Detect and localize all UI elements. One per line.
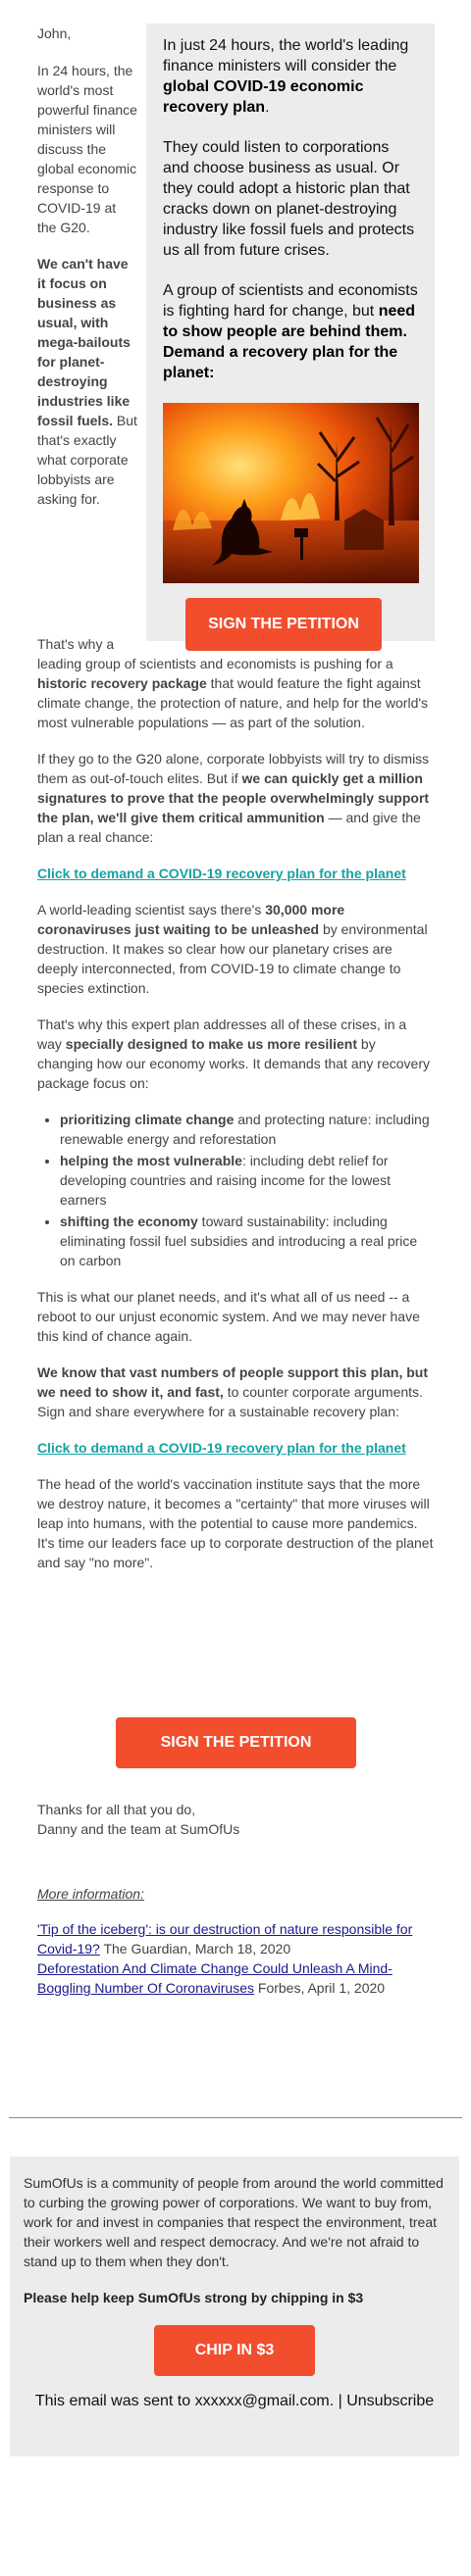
sign-petition-button-2[interactable]: SIGN THE PETITION <box>116 1717 356 1768</box>
petition-panel <box>146 24 435 641</box>
intro-column <box>37 61 137 525</box>
list-item: • shifting the economy toward sustainability: including eliminating fossil fuel subsidies and introducing a real price on carbon <box>60 1212 434 1270</box>
about-sumofus: SumOfUs is a community of people from around the world committed to curbing the growing power of corporations. We want to buy from, work for and invest in companies that respect the environment, treat their workers well and respect democracy. And we're not afraid to stand up to them when they don't. <box>24 2175 444 2269</box>
panel-paragraph-1: In just 24 hours, the world's leading finance ministers will consider the global COVID-19 economic recovery plan. <box>163 37 409 116</box>
more-info-title: More information: <box>37 1886 144 1902</box>
donation-appeal: Please help keep SumOfUs strong by chipping in $3 <box>24 2290 364 2305</box>
list-item: • helping the most vulnerable: including debt relief for developing countries and raising income for the lowest earners <box>60 1151 434 1210</box>
vaccination-paragraph: The head of the world's vaccination institute says that the more we destroy nature, it becomes a "certainty" that more viruses will leap into humans, with the potential to cause more pandemics. It's time our leaders face up to corporate destruction of the planet and say "no more". <box>37 1476 434 1570</box>
sent-to-line: This email was sent to xxxxxx@gmail.com. | Unsubscribe <box>34 2393 435 2409</box>
reference-link-guardian[interactable]: 'Tip of the iceberg': is our destruction of nature responsible for Covid-19? <box>37 1921 413 1957</box>
panel-paragraph-2: They could listen to corporations and choose business as usual. Or they could adopt a historic plan that cracks down on planet-destroying industry like fossil fuels and protects us all from future crises. <box>163 139 415 259</box>
greeting: John, <box>37 25 72 41</box>
warning-paragraph: We can't have it focus on business as usual, with mega-bailouts for planet-destroying industries like fossil fuels. But that's exactly what corporate lobbyists are asking for. <box>37 256 137 507</box>
continuation-start: That's why a <box>37 636 115 652</box>
unsubscribe-link[interactable]: Unsubscribe <box>346 2393 435 2409</box>
footer-panel <box>10 2156 459 2456</box>
coronavirus-paragraph: A world-leading scientist says there's 30,000 more coronaviruses just waiting to be unleashed by environmental destruction. It makes so clear how our planetary crises are deeply interconnected, from COVID-19 to climate change to species extinction. <box>37 902 428 996</box>
petition-link-1[interactable]: Click to demand a COVID-19 recovery plan for the planet <box>37 866 406 881</box>
reference-link-forbes[interactable]: Deforestation And Climate Change Could Unleash A Mind-Boggling Number Of Coronaviruses <box>37 1960 392 1996</box>
reference-1: 'Tip of the iceberg': is our destruction of nature responsible for Covid-19? The Guardian, March 18, 2020 <box>37 1921 413 1957</box>
panel-paragraph-3: A group of scientists and economists is fighting hard for change, but need to show people are behind them. Demand a recovery plan for the planet: <box>163 282 418 381</box>
thanks-line: Thanks for all that you do, <box>37 1802 196 1817</box>
recovery-package-paragraph: leading group of scientists and economists is pushing for a historic recovery package that would feature the fight against climate change, the protection of nature, and help for the world's most vulnerable populations — as part of the solution. <box>37 656 429 730</box>
bushfire-kangaroo-image <box>163 403 419 583</box>
planet-needs-paragraph: This is what our planet needs, and it's what all of us need -- a reboot to our unjust economic system. And we may never have this kind of chance again. <box>37 1289 420 1344</box>
signature: Danny and the team at SumOfUs <box>37 1821 240 1837</box>
petition-link-2[interactable]: Click to demand a COVID-19 recovery plan for the planet <box>37 1440 406 1456</box>
sign-petition-button[interactable]: SIGN THE PETITION <box>185 598 382 651</box>
bushfire-illustration <box>163 403 419 583</box>
plan-paragraph: That's why this expert plan addresses all of these crises, in a way specially designed to make us more resilient by changing how our economy works. It demands that any recovery package focus on: <box>37 1016 430 1091</box>
support-paragraph: We know that vast numbers of people support this plan, but we need to show it, and fast, to counter corporate arguments. Sign and share everywhere for a sustainable recovery plan: <box>37 1364 428 1419</box>
signoff-block <box>37 1800 434 1839</box>
recipient-email: xxxxxx@gmail.com <box>194 2393 330 2409</box>
list-item: • prioritizing climate change and protecting nature: including renewable energy and reforestation <box>60 1110 434 1149</box>
more-info-block <box>37 1884 434 1998</box>
chip-in-button[interactable]: CHIP IN $3 <box>154 2325 315 2376</box>
footer-divider <box>9 2117 462 2118</box>
reference-2: Deforestation And Climate Change Could Unleash A Mind-Boggling Number Of Coronaviruses Forbes, April 1, 2020 <box>37 1960 392 1996</box>
focus-list <box>37 1110 434 1270</box>
lobbyists-paragraph: If they go to the G20 alone, corporate lobbyists will try to dismiss them as out-of-touch elites. But if we can quickly get a million signatures to prove that the people overwhelmingly support the plan, we'll give them critical ammunition — and give the plan a real chance: <box>37 751 430 845</box>
main-body <box>37 654 434 1589</box>
intro-paragraph: In 24 hours, the world's most powerful finance ministers will discuss the global economic response to COVID-19 at the G20. <box>37 63 137 235</box>
